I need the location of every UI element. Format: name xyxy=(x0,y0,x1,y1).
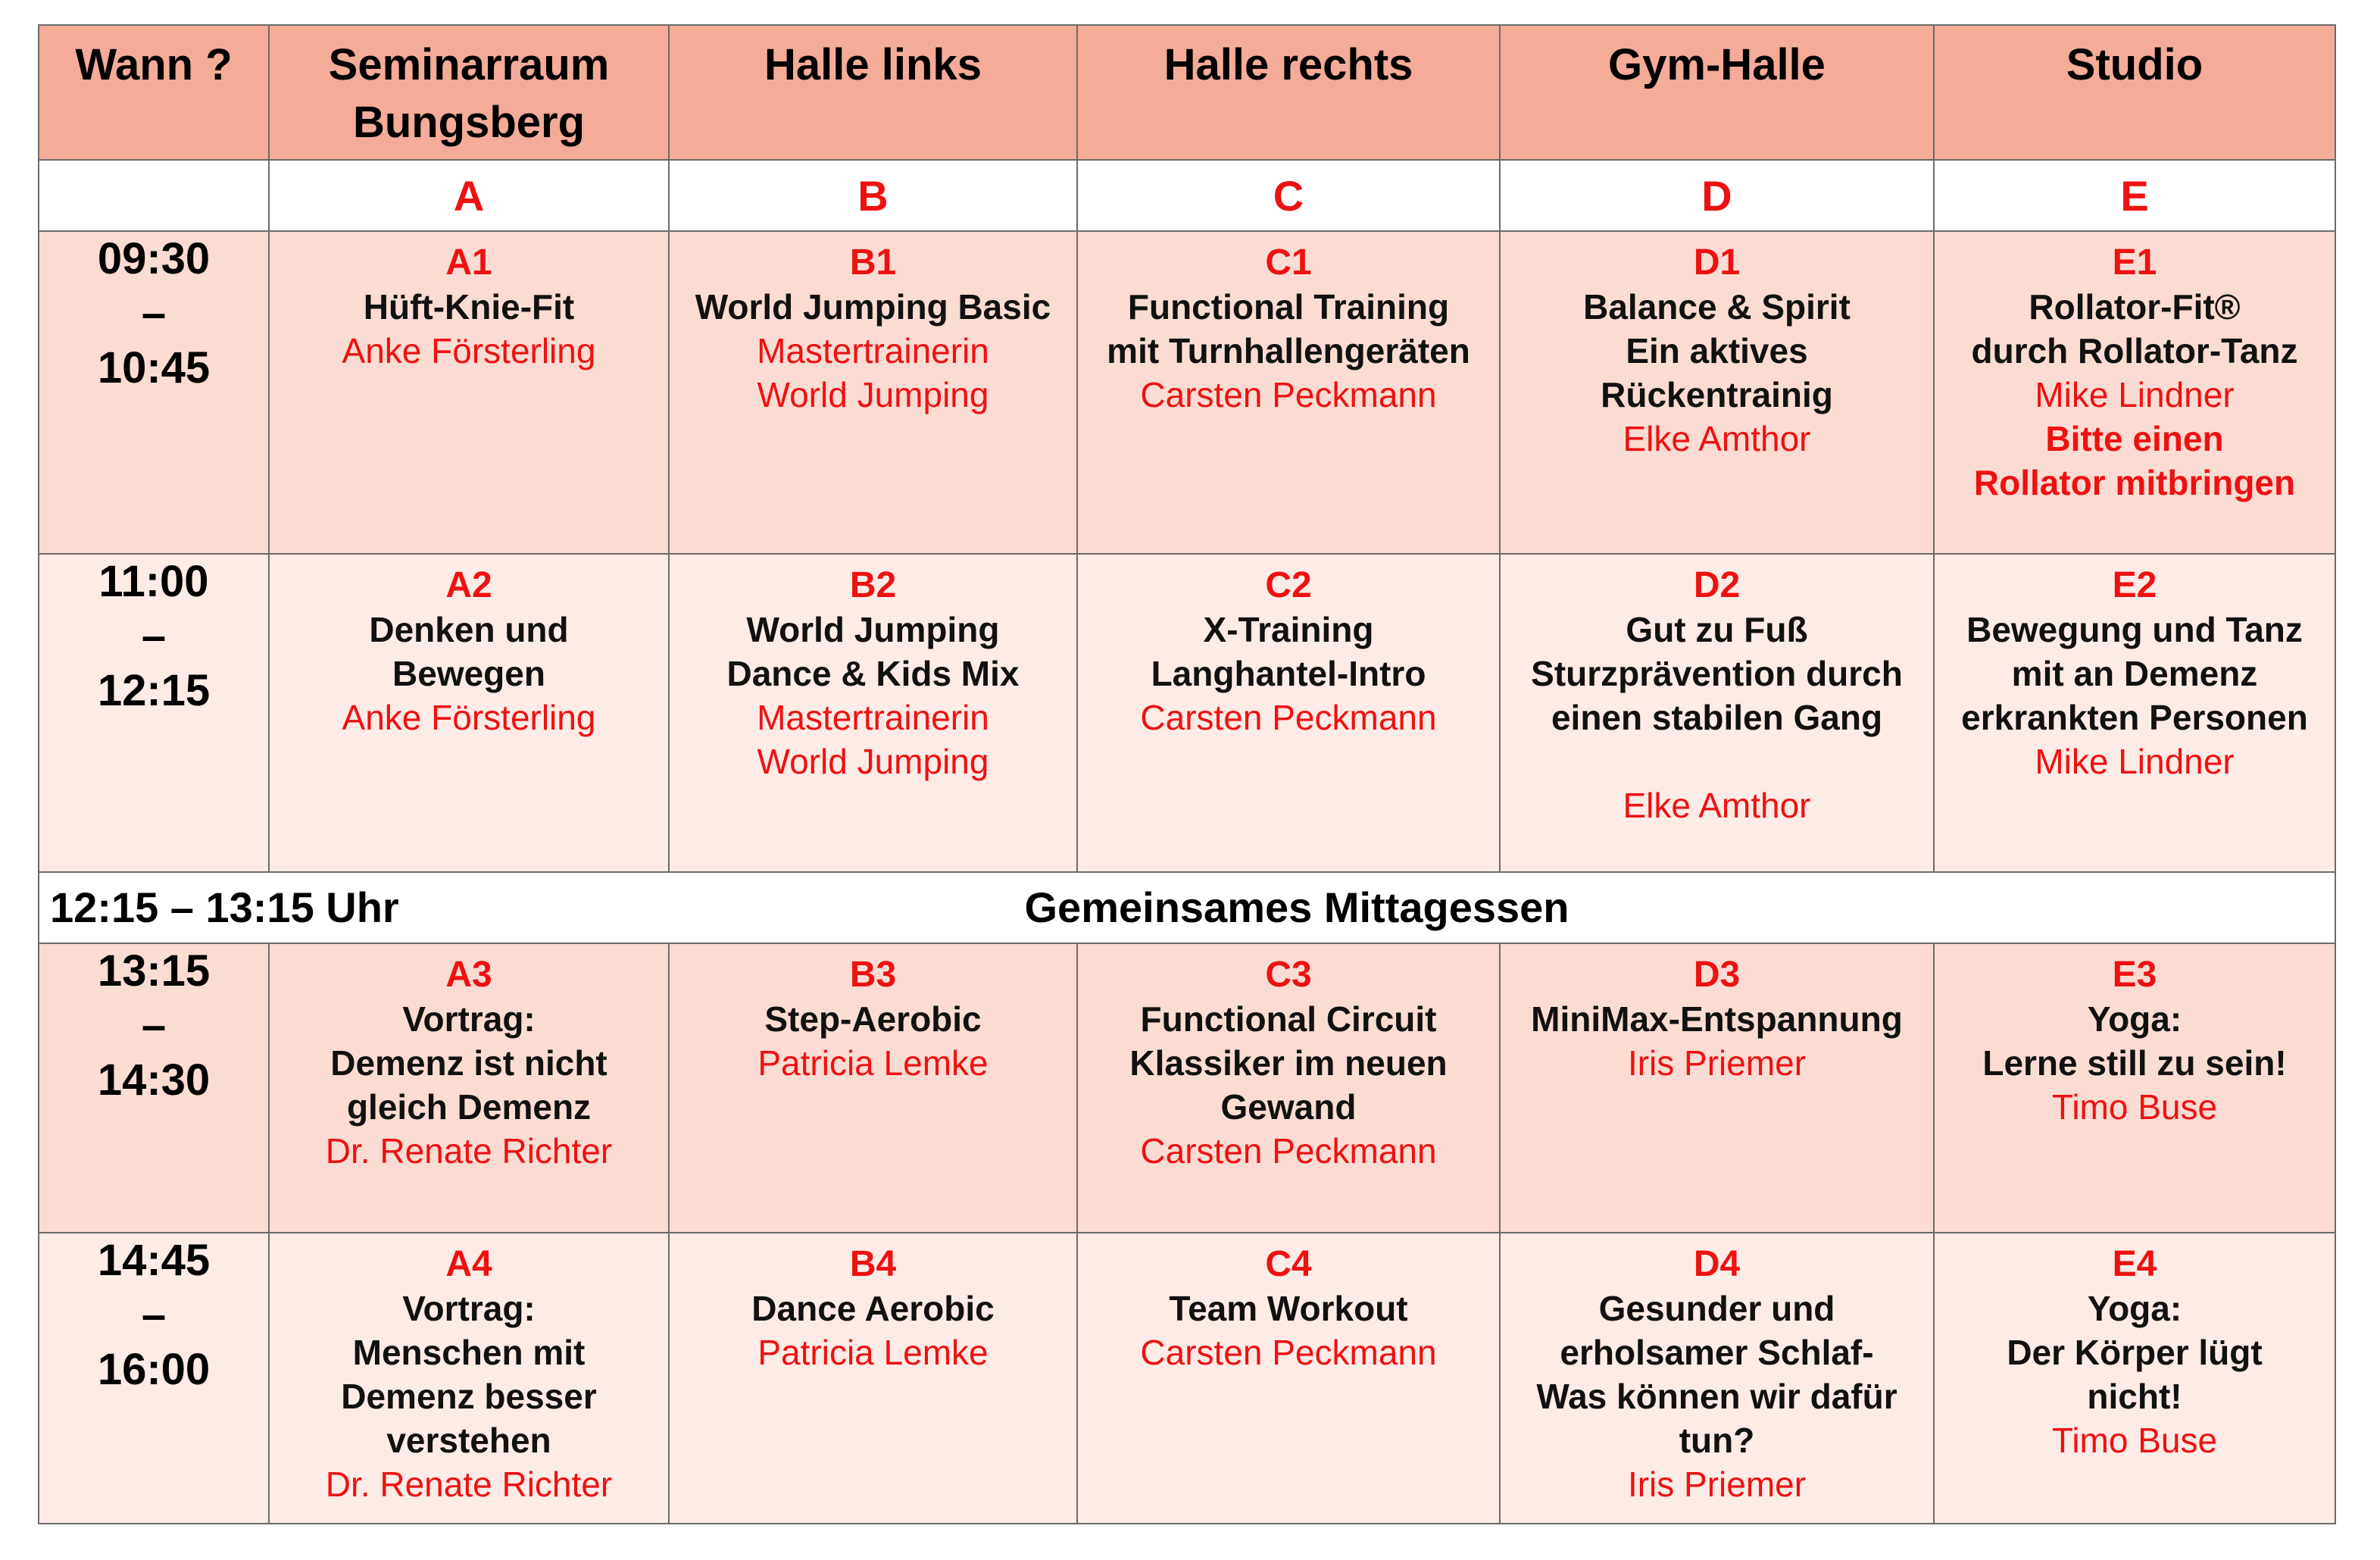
time-slot-row xyxy=(39,231,2335,554)
header-room-a: Seminarraum Bungsberg xyxy=(269,25,669,160)
session-cell xyxy=(1500,231,1934,554)
letters-empty-cell xyxy=(39,160,269,231)
session-trainer: Carsten Peckmann xyxy=(1140,1131,1437,1171)
session-cell xyxy=(269,554,669,872)
session-cell xyxy=(269,231,669,554)
time-end: 10:45 xyxy=(97,343,211,392)
session-title: Functional Training mit Turnhallengeräten xyxy=(1107,287,1470,370)
session-code: E3 xyxy=(2112,955,2157,995)
session-code: E1 xyxy=(2112,242,2157,283)
session-cell xyxy=(669,1233,1077,1524)
session-title: Step-Aerobic xyxy=(764,999,982,1039)
header-when: Wann ? xyxy=(39,25,269,160)
session-code: A1 xyxy=(445,242,492,283)
letter-c: C xyxy=(1077,160,1500,231)
header-row xyxy=(39,25,2335,160)
session-trainer: Dr. Renate Richter xyxy=(325,1131,613,1171)
letter-a: A xyxy=(269,160,669,231)
session-trainer: Timo Buse xyxy=(2051,1087,2218,1127)
letter-e: E xyxy=(1934,160,2335,231)
time-cell xyxy=(39,231,269,554)
header-room-e: Studio xyxy=(1934,25,2335,160)
session-cell xyxy=(669,554,1077,872)
session-code: D3 xyxy=(1693,955,1741,995)
session-trainer: Anke Försterling xyxy=(342,698,596,737)
session-trainer: Carsten Peckmann xyxy=(1140,1333,1437,1372)
time-cell xyxy=(39,1233,269,1524)
session-trainer: Elke Amthor xyxy=(1623,419,1811,458)
session-cell xyxy=(269,1233,669,1524)
time-dash: – xyxy=(141,1001,167,1050)
session-cell xyxy=(1077,554,1500,872)
session-title: MiniMax-Entspannung xyxy=(1531,999,1903,1039)
header-room-d: Gym-Halle xyxy=(1500,25,1934,160)
session-cell xyxy=(1077,943,1500,1233)
session-trainer: Patricia Lemke xyxy=(757,1043,989,1083)
header-room-c: Halle rechts xyxy=(1077,25,1500,160)
session-title: Balance & Spirit Ein aktives Rückentrainig xyxy=(1583,287,1851,414)
session-code: B3 xyxy=(849,955,897,995)
session-cell xyxy=(1500,554,1934,872)
session-code: E4 xyxy=(2112,1244,2157,1284)
session-title: World Jumping Basic xyxy=(695,287,1051,327)
session-cell xyxy=(1077,1233,1500,1524)
time-cell xyxy=(39,554,269,872)
session-title: Functional Circuit Klassiker im neuen Gewand xyxy=(1129,999,1448,1127)
session-trainer: Carsten Peckmann xyxy=(1140,375,1437,414)
session-code: B4 xyxy=(849,1244,897,1284)
time-end: 12:15 xyxy=(97,666,211,715)
session-trainer: Mastertrainerin World Jumping xyxy=(757,331,989,414)
session-trainer: Mastertrainerin World Jumping xyxy=(757,698,989,781)
session-trainer: Anke Försterling xyxy=(342,331,596,370)
session-title: X-Training Langhantel-Intro xyxy=(1151,610,1426,693)
session-cell xyxy=(1934,231,2335,554)
session-code: C4 xyxy=(1265,1244,1312,1284)
session-cell xyxy=(269,943,669,1233)
header-room-b: Halle links xyxy=(669,25,1077,160)
session-title: Gesunder und erholsamer Schlaf- Was können wir dafür tun? xyxy=(1536,1289,1897,1460)
session-trainer: Mike Lindner xyxy=(2035,375,2235,414)
schedule-table xyxy=(38,24,2336,1524)
time-slot-row xyxy=(39,554,2335,872)
time-end: 14:30 xyxy=(97,1055,211,1105)
session-cell xyxy=(1077,231,1500,554)
session-trainer: Iris Priemer xyxy=(1627,1043,1807,1083)
session-code: D2 xyxy=(1693,565,1741,605)
lunch-time: 12:15 – 13:15 Uhr xyxy=(50,883,399,931)
session-cell xyxy=(669,943,1077,1233)
session-note: Bitte einen Rollator mitbringen xyxy=(1973,419,2296,502)
session-code: C1 xyxy=(1265,242,1312,283)
session-cell xyxy=(669,231,1077,554)
session-title: Gut zu Fuß Sturzprävention durch einen stabilen Gang xyxy=(1531,610,1903,737)
time-dash: – xyxy=(141,1290,167,1340)
session-title: Team Workout xyxy=(1169,1289,1408,1328)
session-title: Vortrag: Menschen mit Demenz besser verstehen xyxy=(341,1289,597,1460)
session-title: Yoga: Lerne still zu sein! xyxy=(1982,999,2287,1083)
session-title: Vortrag: Demenz ist nicht gleich Demenz xyxy=(330,999,607,1127)
session-code: D1 xyxy=(1693,242,1741,283)
session-code: D4 xyxy=(1693,1244,1741,1284)
session-cell xyxy=(1934,554,2335,872)
letter-b: B xyxy=(669,160,1077,231)
session-title: Hüft-Knie-Fit xyxy=(363,287,575,327)
session-title: Denken und Bewegen xyxy=(369,610,569,693)
session-title: Bewegung und Tanz mit an Demenz erkrankten Personen xyxy=(1961,610,2308,737)
time-end: 16:00 xyxy=(97,1345,211,1394)
session-code: C3 xyxy=(1265,955,1312,995)
session-code: A3 xyxy=(445,955,492,995)
lunch-row xyxy=(39,872,2335,943)
session-cell xyxy=(1500,1233,1934,1524)
session-trainer: Dr. Renate Richter xyxy=(325,1465,613,1504)
letter-d: D xyxy=(1500,160,1934,231)
session-code: B2 xyxy=(849,565,897,605)
session-code: B1 xyxy=(849,242,897,283)
session-title: Yoga: Der Körper lügt nicht! xyxy=(2007,1289,2263,1416)
session-title: Rollator-Fit® durch Rollator-Tanz xyxy=(1971,287,2298,370)
time-dash: – xyxy=(141,611,167,661)
session-cell xyxy=(1934,1233,2335,1524)
session-trainer: Iris Priemer xyxy=(1627,1465,1807,1504)
session-title: World Jumping Dance & Kids Mix xyxy=(726,610,1020,693)
time-slot-row xyxy=(39,943,2335,1233)
session-trainer: Mike Lindner xyxy=(2035,742,2235,781)
lunch-title: Gemeinsames Mittagessen xyxy=(1024,883,1569,931)
session-code: A4 xyxy=(445,1244,492,1284)
time-slot-row xyxy=(39,1233,2335,1524)
session-cell xyxy=(1500,943,1934,1233)
session-code: E2 xyxy=(2112,565,2157,605)
time-cell xyxy=(39,943,269,1233)
time-start: 14:45 xyxy=(97,1236,211,1285)
time-start: 11:00 xyxy=(98,557,209,606)
session-code: A2 xyxy=(445,565,492,605)
session-code: C2 xyxy=(1265,565,1312,605)
session-trainer: Timo Buse xyxy=(2051,1421,2218,1460)
session-trainer: Elke Amthor xyxy=(1623,786,1811,825)
session-trainer: Carsten Peckmann xyxy=(1140,698,1437,737)
letters-row xyxy=(39,160,2335,231)
session-cell xyxy=(1934,943,2335,1233)
session-title: Dance Aerobic xyxy=(751,1289,995,1328)
time-start: 09:30 xyxy=(97,234,211,283)
time-start: 13:15 xyxy=(97,946,211,996)
lunch-cell xyxy=(39,872,2335,943)
session-trainer: Patricia Lemke xyxy=(757,1333,989,1372)
time-dash: – xyxy=(141,289,167,338)
